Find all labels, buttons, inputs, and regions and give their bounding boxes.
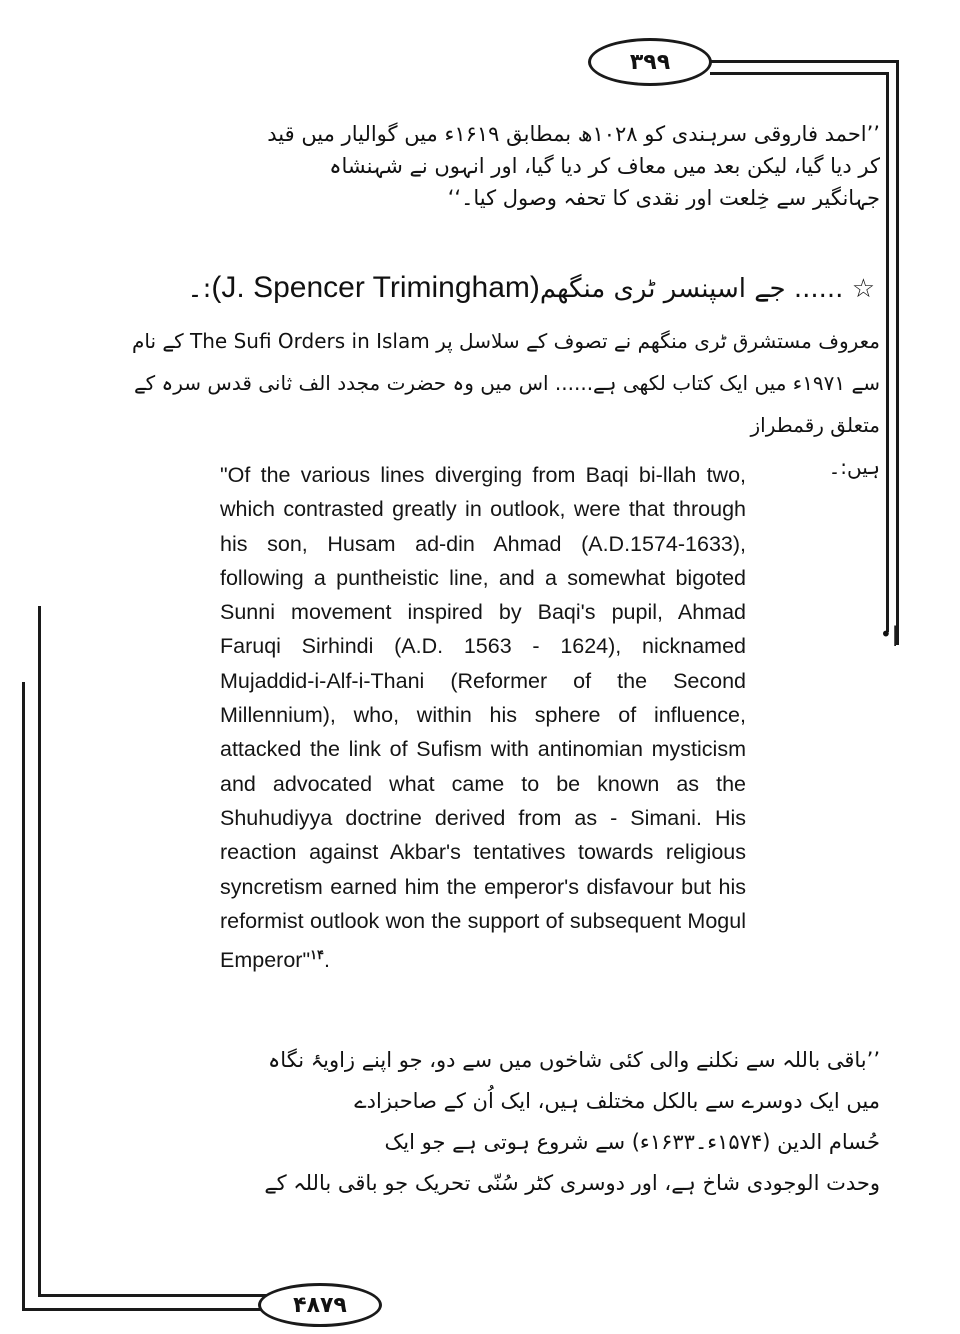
urdu-translation-line: ’’باقی باللہ سے نکلنے والی کئی شاخوں میں سے دو، جو اپنے زاویۂ نگاہ — [267, 1048, 880, 1072]
urdu-translation-line: میں ایک دوسرے سے بالکل مختلف ہیں، ایک اُن کے صاحبزادے — [354, 1089, 880, 1113]
bottom-page-number — [258, 1283, 382, 1327]
urdu-intro-quote — [220, 118, 880, 214]
star-icon: ☆ — [851, 274, 875, 304]
frame-top-line-1 — [705, 60, 898, 63]
english-quote-text: "Of the various lines diverging from Baqi bi-llah two, which contrasted greatly in outlook, were that through his son, Husam ad-din Ahmad (A.D.1574-1633), following a puntheistic line, and a somewhat bigoted Sunni movement inspired by Baqi's pupil, Ahmad Faruqi Sirhindi (A.D. 1563 - 1624), nicknamed Mujaddid-i-Alf-i-Thani (Reformer of the Second Millennium), who, within his sphere of influence, attacked the link of Sufism with antinomian mysticism and advocated what came to be known as the Shuhudiyya doctrine derived from as - Simani. His reaction against Akbar's tentatives towards religious syncretism earned him the emperor's disfavour but his reformist outlook won the support of subsequent Mogul Emperor" — [220, 463, 746, 973]
urdu-translation-line: وحدت الوجودی شاخ ہے، اور دوسری کٹر سُنّی تحریک جو باقی باللہ کے — [264, 1171, 880, 1195]
frame-right-line-2 — [886, 72, 889, 632]
urdu-body-line: معروف مستشرق ٹری منگھم نے تصوف کے سلاسل پر The Sufi Orders in Islam کے نام — [132, 329, 880, 353]
urdu-intro-line: کر دیا گیا، لیکن بعد میں معاف کر دیا گیا، اور انہوں نے شہنشاہ — [329, 154, 880, 178]
urdu-translation-line: حُسام الدین (۱۵۷۴ء۔۱۶۳۳ء) سے شروع ہوتی ہے جو ایک — [384, 1130, 880, 1154]
urdu-intro-line: جہانگیر سے خِلعت اور نقدی کا تحفہ وصول کیا۔‘‘ — [447, 186, 880, 210]
heading-dots: ...... — [793, 274, 844, 304]
bottom-page-number-text: ۴۸۷۹ — [293, 1292, 347, 1318]
heading-urdu-name: جے اسپنسر ٹری منگھم — [539, 274, 786, 304]
top-page-number — [588, 38, 712, 86]
frame-bottom-line-1 — [22, 1308, 284, 1311]
urdu-translation — [190, 1040, 880, 1204]
frame-top-line-2 — [710, 72, 888, 75]
frame-left-line-2 — [38, 606, 41, 1296]
margin-mark: •| — [880, 622, 899, 646]
heading-suffix: :۔ — [187, 274, 212, 304]
section-heading — [187, 266, 875, 310]
english-quote — [220, 458, 746, 978]
urdu-body-line: سے ۱۹۷۱ء میں ایک کتاب لکھی ہے...... اس میں وہ حضرت مجدد الف ثانی قدس سرہ کے متعلق رقمطراز — [133, 371, 880, 437]
urdu-body-line: ہیں:۔ — [828, 455, 880, 479]
frame-left-line-1 — [22, 682, 25, 1310]
frame-right-line-1 — [896, 60, 899, 645]
heading-english-name: (J. Spencer Trimingham) — [211, 271, 540, 304]
english-quote-end: . — [324, 948, 331, 973]
urdu-intro-line: ’’احمد فاروقی سرہندی کو ۱۰۲۸ھ بمطابق ۱۶۱۹ء میں گوالیار میں قید — [267, 122, 880, 146]
top-page-number-text: ۳۹۹ — [629, 49, 671, 75]
frame-bottom-line-2 — [38, 1294, 268, 1297]
footnote-marker: ۱۴ — [310, 947, 325, 963]
